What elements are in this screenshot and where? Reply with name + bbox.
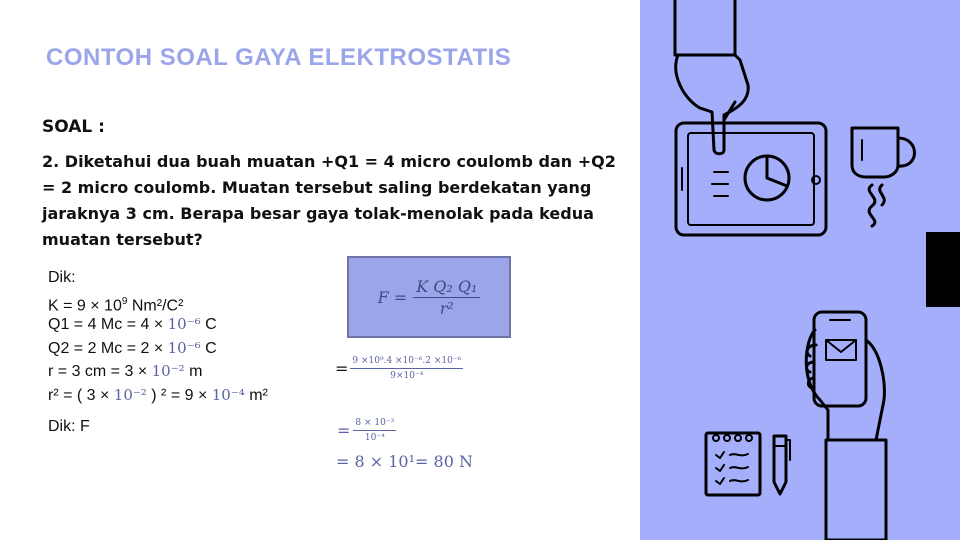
dik-k [48, 290, 268, 314]
calc-step-1-fraction [350, 356, 463, 381]
formula-fraction [413, 277, 480, 318]
dik-r2 [48, 384, 268, 408]
calc-step-2 [337, 418, 396, 443]
dik-k-text: K = 9 × 10 [48, 296, 122, 314]
dik-q1 [48, 313, 268, 337]
calc-step-2-eq: = [337, 421, 351, 440]
dik-q1-text: Q1 = 4 Mc = 4 × [48, 316, 168, 333]
dik-q2-unit: C [200, 339, 217, 357]
calc-step-3: = 8 × 10¹= 80 N [336, 452, 473, 471]
soal-label: SOAL : [42, 117, 105, 137]
notepad-icon [706, 433, 760, 495]
calc-step-1 [335, 356, 463, 381]
hand-pointing-icon [675, 0, 748, 154]
dik-r2-math2: 10⁻⁴ [211, 385, 245, 404]
calc-step-1-eq: = [335, 359, 349, 378]
dik-q1-math: 10⁻⁶ [167, 315, 201, 333]
given-values [48, 266, 268, 407]
calc-step-2-fraction [353, 418, 396, 443]
dik-k-unit: Nm²/C² [127, 296, 184, 314]
tablet-chart-icon [676, 123, 826, 235]
dik-k-exp: 9 [121, 295, 128, 307]
dik-r-text: r = 3 cm = 3 × [48, 363, 152, 380]
illustration-svg [640, 0, 960, 540]
dik-r2-math1: 10⁻² [113, 385, 147, 404]
pen-icon [774, 436, 790, 494]
mail-icon [826, 340, 856, 360]
dik-q2 [48, 337, 268, 361]
dik-r2-unit: m² [244, 386, 268, 404]
question-text: 2. Diketahui dua buah muatan +Q1 = 4 micro coulomb dan +Q2 = 2 micro coulomb. Muatan tersebut saling berdekatan yang jaraknya 3 cm. Berapa besar gaya tolak-menolak pada kedua muatan tersebut? [42, 152, 616, 249]
dik-r-math: 10⁻² [151, 362, 185, 380]
hand-phone-icon [806, 312, 886, 540]
formula-denominator: r² [439, 298, 454, 318]
dik-r2-mid: ) ² = 9 × [146, 386, 212, 404]
dik-r2-pre: r² = ( 3 × [48, 386, 114, 404]
coulomb-formula-box [347, 256, 511, 338]
calc-step-1-num: 9 ×10⁹.4 ×10⁻⁶.2 ×10⁻⁶ [350, 356, 463, 369]
dik-q1-unit: C [200, 316, 217, 333]
calc-step-2-num: 8 × 10⁻³ [353, 418, 396, 431]
coffee-mug-icon [852, 128, 915, 226]
dik-r-unit: m [184, 363, 203, 380]
dik-r [48, 360, 268, 384]
formula-numerator: K Q₂ Q₁ [413, 277, 480, 298]
formula-lhs: F = [377, 287, 408, 307]
dik-find: Dik: F [48, 418, 90, 435]
dik-q2-text: Q2 = 2 Mc = 2 × [48, 339, 168, 357]
dik-q2-math: 10⁻⁶ [167, 338, 201, 357]
calc-step-1-den: 9×10⁻⁴ [390, 371, 424, 381]
slide-title: CONTOH SOAL GAYA ELEKTROSTATIS [46, 44, 512, 71]
dik-label: Dik: [48, 269, 76, 286]
calc-step-2-den: 10⁻⁴ [364, 433, 385, 443]
